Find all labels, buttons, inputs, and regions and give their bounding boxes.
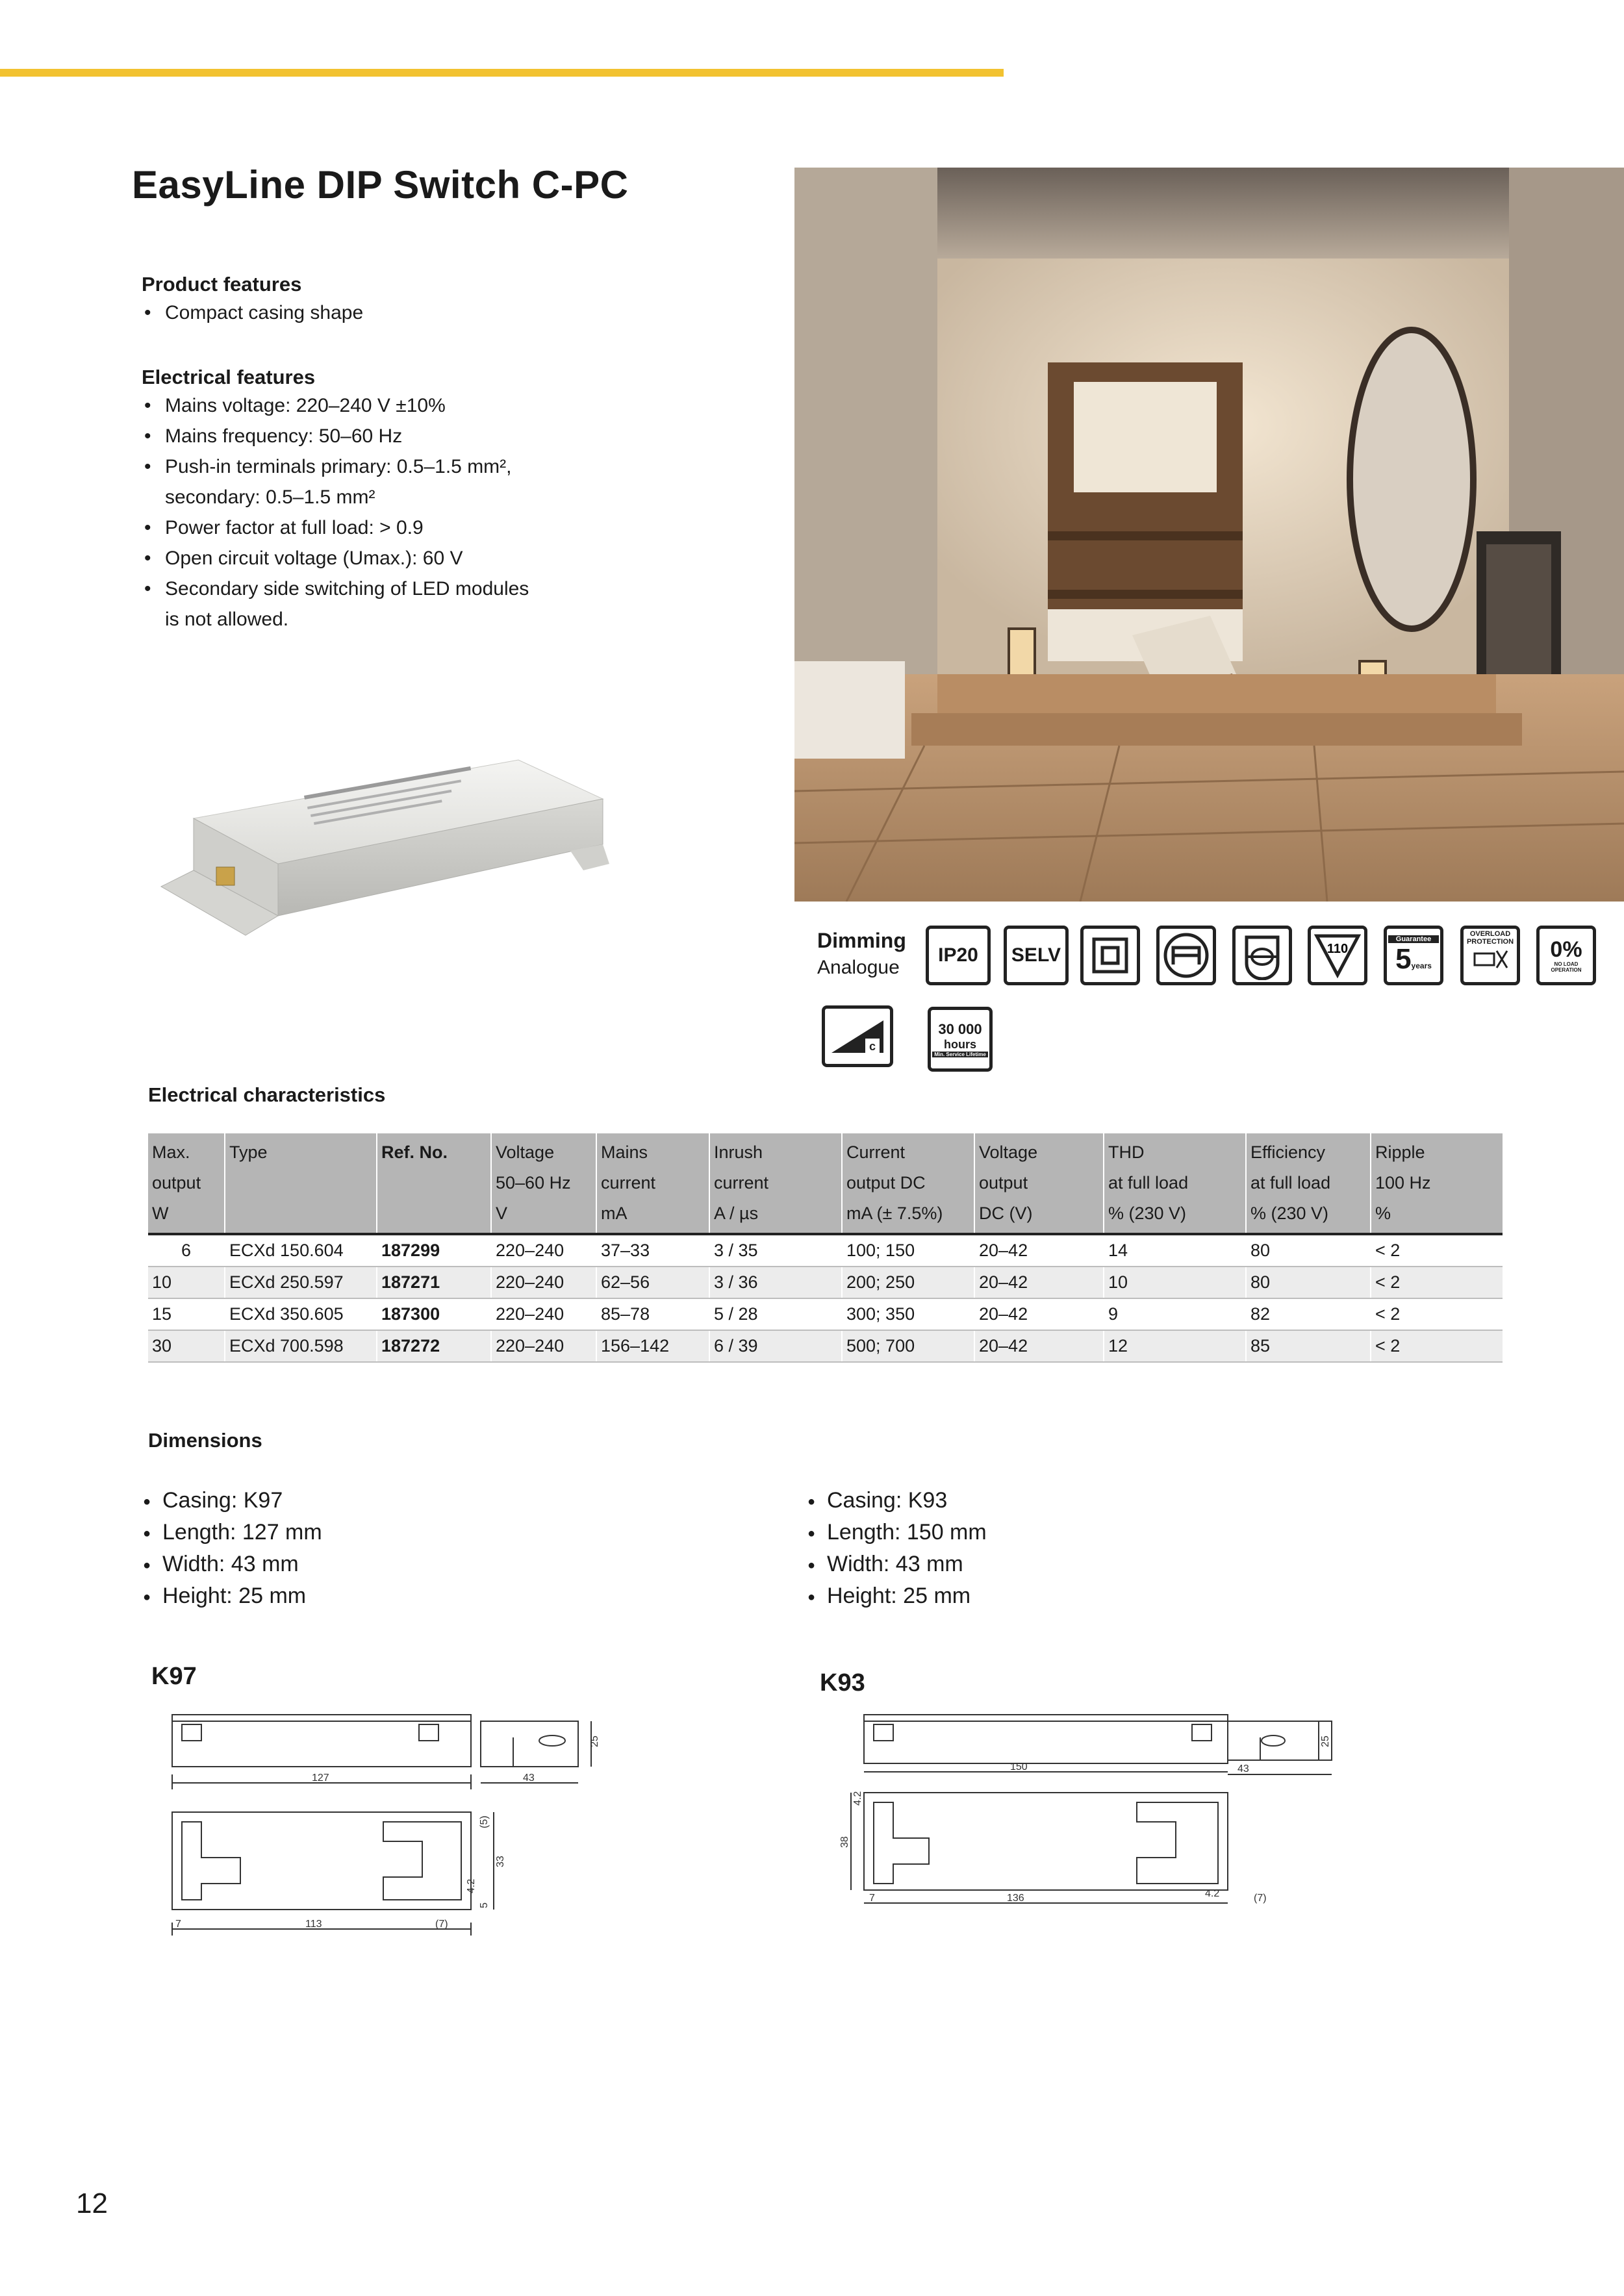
col-header-current-output: Current output DC mA (± 7.5%) (842, 1133, 974, 1234)
cell-efficiency: 85 (1246, 1330, 1371, 1362)
product-features-heading: Product features (142, 273, 302, 296)
cell-current-output: 500; 700 (842, 1330, 974, 1362)
cell-inrush: 3 / 35 (709, 1234, 842, 1267)
electrical-characteristics-table (148, 1133, 1503, 1363)
list-item: ● Width: 43 mm (143, 1548, 322, 1580)
interior-room-photo (794, 168, 1624, 902)
electrical-feature-item: • Secondary side switching of LED modules is not allowed. (142, 574, 661, 635)
svg-text:113: 113 (305, 1919, 322, 1930)
svg-text:25: 25 (589, 1735, 600, 1747)
col-header-ripple: Ripple 100 Hz % (1371, 1133, 1503, 1234)
cell-ripple: < 2 (1371, 1330, 1503, 1362)
electrical-feature-item: • Open circuit voltage (Umax.): 60 V (142, 543, 661, 574)
electrical-features-section (142, 366, 661, 635)
cell-thd: 14 (1104, 1234, 1246, 1267)
top-accent-bar (0, 69, 1004, 77)
cell-ref-no: 187272 (377, 1330, 491, 1362)
dimensions-heading: Dimensions (148, 1429, 262, 1452)
k93-technical-drawing (812, 1702, 1345, 1910)
cell-ref-no: 187300 (377, 1298, 491, 1330)
cell-efficiency: 82 (1246, 1298, 1371, 1330)
col-header-ref-no: Ref. No. (377, 1133, 491, 1234)
k97-technical-drawing (149, 1702, 617, 1949)
cell-ripple: < 2 (1371, 1267, 1503, 1298)
cell-efficiency: 80 (1246, 1234, 1371, 1267)
k97-dimension-list (143, 1485, 322, 1612)
cell-max-output: 30 (148, 1330, 225, 1362)
list-item: ● Height: 25 mm (807, 1580, 987, 1612)
svg-text:150: 150 (1010, 1761, 1028, 1772)
cell-ripple: < 2 (1371, 1234, 1503, 1267)
svg-text:4.2: 4.2 (852, 1791, 863, 1806)
table-header-row (148, 1133, 1503, 1234)
col-header-efficiency: Efficiency at full load % (230 V) (1246, 1133, 1371, 1234)
svg-text:4.2: 4.2 (466, 1878, 477, 1893)
list-item: ● Length: 127 mm (143, 1517, 322, 1548)
no-load-operation-icon: 0% NO LOAD OPERATION (1536, 926, 1596, 985)
col-header-mains-current: Mains current mA (596, 1133, 709, 1234)
cell-max-output: 6 (148, 1234, 225, 1267)
cell-voltage-output: 20–42 (974, 1298, 1104, 1330)
list-item: ● Length: 150 mm (807, 1517, 987, 1548)
col-header-type: Type (225, 1133, 377, 1234)
list-item: ● Casing: K97 (143, 1485, 322, 1517)
analogue-dimming-icon (822, 1005, 893, 1067)
guarantee-5-years-icon: Guarantee 5 years (1384, 926, 1443, 985)
cell-efficiency: 80 (1246, 1267, 1371, 1298)
product-features-section (142, 273, 363, 328)
table-row (148, 1234, 1503, 1267)
col-header-thd: THD at full load % (230 V) (1104, 1133, 1246, 1234)
enec-mark-icon (1156, 926, 1216, 985)
list-item: ● Width: 43 mm (807, 1548, 987, 1580)
furniture-mounting-icon (1232, 926, 1292, 985)
page-title: EasyLine DIP Switch C-PC (132, 163, 629, 207)
cell-ripple: < 2 (1371, 1298, 1503, 1330)
dimming-value: Analogue (817, 957, 900, 978)
svg-text:(7): (7) (435, 1919, 448, 1930)
cell-mains-current: 85–78 (596, 1298, 709, 1330)
cell-ref-no: 187271 (377, 1267, 491, 1298)
electrical-feature-item: • Push-in terminals primary: 0.5–1.5 mm², secondary: 0.5–1.5 mm² (142, 451, 661, 512)
svg-text:c: c (869, 1039, 876, 1053)
svg-text:(5): (5) (479, 1815, 490, 1828)
cell-ref-no: 187299 (377, 1234, 491, 1267)
svg-text:110: 110 (1326, 942, 1349, 956)
list-item: ● Height: 25 mm (143, 1580, 322, 1612)
cell-current-output: 200; 250 (842, 1267, 974, 1298)
page-number: 12 (76, 2188, 108, 2219)
cell-type: ECXd 150.604 (225, 1234, 377, 1267)
cell-type: ECXd 700.598 (225, 1330, 377, 1362)
lifetime-30000-hours-icon: 30 000 hours Min. Service Lifetime (928, 1007, 993, 1072)
table-row (148, 1267, 1503, 1298)
cell-current-output: 300; 350 (842, 1298, 974, 1330)
dimming-label: Dimming (817, 929, 906, 952)
electrical-features-heading: Electrical features (142, 366, 316, 388)
electrical-characteristics-heading: Electrical characteristics (148, 1083, 386, 1106)
cell-thd: 12 (1104, 1330, 1246, 1362)
cell-max-output: 10 (148, 1267, 225, 1298)
col-header-voltage-output: Voltage output DC (V) (974, 1133, 1104, 1234)
k93-drawing-title: K93 (820, 1669, 865, 1697)
cell-max-output: 15 (148, 1298, 225, 1330)
col-header-inrush-current: Inrush current A / µs (709, 1133, 842, 1234)
svg-text:(7): (7) (1254, 1893, 1267, 1904)
product-feature-item: • Compact casing shape (142, 297, 363, 328)
svg-text:127: 127 (312, 1772, 329, 1784)
overload-protection-icon: OVERLOAD PROTECTION (1460, 926, 1520, 985)
table-row (148, 1298, 1503, 1330)
dimming-info (817, 929, 906, 979)
svg-text:43: 43 (1237, 1763, 1249, 1774)
electrical-feature-item: • Mains voltage: 220–240 V ±10% (142, 390, 661, 421)
cell-inrush: 5 / 28 (709, 1298, 842, 1330)
cell-voltage-output: 20–42 (974, 1234, 1104, 1267)
cell-current-output: 100; 150 (842, 1234, 974, 1267)
cell-voltage: 220–240 (491, 1298, 596, 1330)
k93-dimension-list (807, 1485, 987, 1612)
cell-voltage: 220–240 (491, 1234, 596, 1267)
svg-text:4.2: 4.2 (1205, 1888, 1220, 1899)
svg-text:25: 25 (1320, 1735, 1331, 1747)
cell-voltage-output: 20–42 (974, 1330, 1104, 1362)
cell-thd: 9 (1104, 1298, 1246, 1330)
led-driver-product-image (155, 747, 609, 942)
cell-type: ECXd 350.605 (225, 1298, 377, 1330)
svg-text:136: 136 (1007, 1893, 1024, 1904)
cell-inrush: 6 / 39 (709, 1330, 842, 1362)
temperature-110-icon (1308, 926, 1367, 985)
svg-text:5: 5 (479, 1902, 490, 1908)
cell-voltage: 220–240 (491, 1267, 596, 1298)
svg-text:33: 33 (495, 1856, 506, 1867)
cell-inrush: 3 / 36 (709, 1267, 842, 1298)
ip20-icon: IP20 (926, 926, 991, 985)
col-header-max-output: Max. output W (148, 1133, 225, 1234)
cell-voltage: 220–240 (491, 1330, 596, 1362)
cell-mains-current: 37–33 (596, 1234, 709, 1267)
cell-thd: 10 (1104, 1267, 1246, 1298)
table-row (148, 1330, 1503, 1362)
svg-text:43: 43 (523, 1772, 535, 1784)
svg-text:7: 7 (869, 1893, 875, 1904)
cell-mains-current: 62–56 (596, 1267, 709, 1298)
cell-voltage-output: 20–42 (974, 1267, 1104, 1298)
svg-text:7: 7 (175, 1919, 181, 1930)
electrical-feature-item: • Mains frequency: 50–60 Hz (142, 421, 661, 451)
electrical-feature-item: • Power factor at full load: > 0.9 (142, 512, 661, 543)
svg-text:38: 38 (839, 1836, 850, 1848)
protection-class-icon (1080, 926, 1140, 985)
list-item: ● Casing: K93 (807, 1485, 987, 1517)
cell-mains-current: 156–142 (596, 1330, 709, 1362)
cell-type: ECXd 250.597 (225, 1267, 377, 1298)
k97-drawing-title: K97 (151, 1663, 197, 1690)
selv-icon: SELV (1004, 926, 1069, 985)
col-header-voltage: Voltage 50–60 Hz V (491, 1133, 596, 1234)
